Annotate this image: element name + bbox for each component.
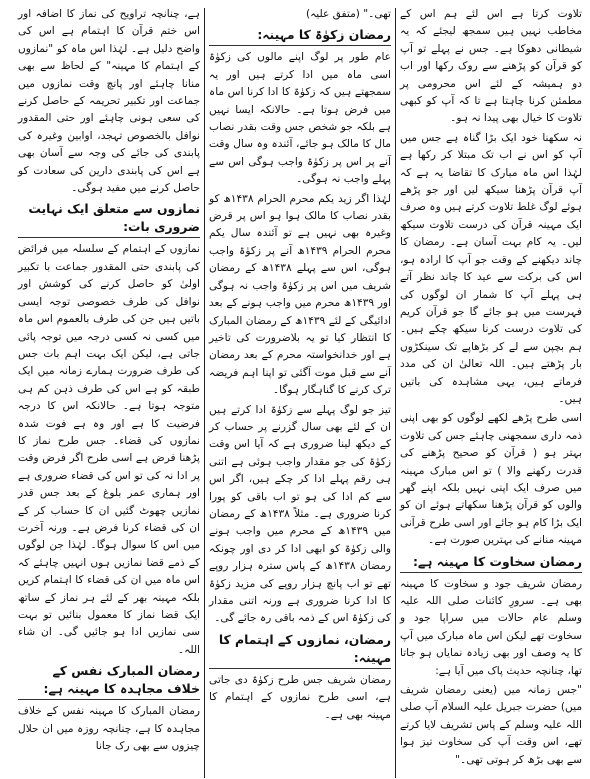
column-divider bbox=[204, 8, 205, 778]
paragraph: تلاوت کرتا ہے اس لئے ہم اس کے مخاطب نہیں ہیں سمجھ لیجئے کہ یہ شیطانی دھوکا ہے۔ جس نے پہلے تو آپ کو قرآن کو پڑھنے سے روک رکھا اور اب دو ہمیشہ کے لئے اس محرومی پر مطمئن کرنا چاہتا ہے تا کہ آپ کو کبھی تلاوت کا خیال بھی پیدا نہ ہو۔ bbox=[400, 8, 582, 125]
paragraph: تیز جو لوگ پہلے سے زکوٰۃ ادا کرتے ہیں ان کے لئے بھی سال گزرنے پر حساب کر کے دیکھ لینا ضروری ہے کہ آیا اس وقت زکوٰۃ کی جو مقدار واجب ہوئی ہے اتنی ہی رقم پہلے ادا کر چکے ہیں، اگر اس سے کم ادا کی ہو تو اب باقی کو پورا کرنا ضروری ہے۔ مثلاً ۱۴۳۸ھ کے رمضان میں ۱۴۳۹ھ کے محرم میں واجب ہونے والی زکوٰۃ کو ابھی ادا کر دی اور چونکہ رمضان ۱۴۳۸ھ کے پاس سترہ ہزار روپے تھے تو اب پانچ ہزار روپے کی مزید زکوٰۃ کا ادا کرنا ضروری ہے ورنہ اتنی مقدار کی زکوٰۃ اس کے ذمہ باقی رہ جائے گی۔ bbox=[209, 403, 391, 625]
paragraph: عام طور پر لوگ اپنے مالوں کی زکوٰۃ اسی ماہ میں ادا کرتے ہیں اور یہ سمجھتے ہیں کہ زکوٰۃ کا ادا کرنا اس ماہ میں فرض ہوتا ہے۔ حالانکہ ایسا نہیں ہے بلکہ جو شخص جس وقت بقدر نصاب مال کا مالک ہو جائے، آئندہ وہ سال وقت آنے پر اس پر زکوٰۃ واجب ہوگی اس سے پہلے واجب نہ ہوگی۔ bbox=[209, 51, 391, 186]
section-heading: نمازوں سے متعلق ایک نہایت ضروری بات: bbox=[18, 200, 200, 238]
paragraph: رمضان المبارک کا مہینہ نفس کے خلاف مجاہدہ کا ہے، چنانچہ روزہ میں ان حلال چیزوں سے بھی رک جانا bbox=[18, 705, 200, 753]
column-divider bbox=[395, 8, 396, 778]
column-right bbox=[396, 6, 586, 778]
paragraph: رمضان شریف جس طرح زکوٰۃ دی جاتی ہے، اسی طرح نمازوں کے اہتمام کا مہینہ بھی ہے۔ bbox=[209, 673, 391, 721]
section-heading: رمضان زکوٰۃ کا مہینہ: bbox=[209, 26, 391, 46]
column-left bbox=[14, 6, 204, 778]
paragraph: رمضان شریف جود و سخاوت کا مہینہ بھی ہے۔ سرورِ کائنات صلی اللہ علیہ وسلم عام حالات میں سراپا جود و سخاوت تھے لیکن اس ماہ مبارک میں آپ کا یہ وصف اور بھی زیادہ نمایاں ہو جاتا تھا، چنانچہ حدیث پاک میں آیا ہے: bbox=[400, 577, 582, 677]
paragraph: "جس زمانہ میں (یعنی رمضان شریف میں) حضرت جبریل علیہ السلام آپ صلی اللہ علیہ وسلم کے پاس تشریف لایا کرتے تھے، اس وقت آپ کی سخاوت تیز ہوا سے بھی بڑھ کر ہوتی تھی۔" bbox=[400, 684, 582, 766]
paragraph: لہٰذا اگر زید یکم محرم الحرام ۱۴۳۸ھ کو بقدر نصاب کا مالک ہوا ہو اس پر قرض وغیرہ بھی نہیں ہے تو آئندہ سال یکم محرم الحرام ۱۴۳۹ھ آنے پر زکوٰۃ واجب ہوگی، اس سے پہلے ۱۴۳۸ھ کے رمضان شریف میں اس پر زکوٰۃ واجب نہ ہوگی اور ۱۴۳۹ھ محرم میں واجب ہونے کے بعد ادائیگی کے لئے ۱۴۳۹ھ کے رمضان المبارک کا انتظار کیا تو یہ بلاضرورت کی تاخیر ہے اور خدانخواستہ محرم کے بعد رمضان آنے سے قبل موت آگئی تو اپنا اہم فریضہ ترک کرنے کا گناہگار ہوگا۔ bbox=[209, 192, 391, 397]
paragraph: نمازوں کے اہتمام کے سلسلہ میں فرائض کی پابندی حتی المقدور جماعت با تکبیر اولیٰ کو حاصل کرنے کی کوشش اور نوافل کی طرف خصوصی توجہ ایسی باتیں ہیں جن کی طرف بالعموم اس ماہ میں کسی نہ کسی درجہ میں توجہ پائی جاتی ہے، لیکن ایک بہت اہم بات جس کی طرف ضرورت ہمارے زمانہ میں ایک طبقہ کو ہے اس کی طرف ذہن کم ہی متوجہ ہوتا ہے۔ حالانکہ اس کا درجہ فرضیت کا ہے اور وہ ہے فوت شدہ نمازوں کی قضاء۔ جس طرح نماز کا پڑھنا فرض ہے اسی طرح اگر فرض وقت پر ادا نہ کی تو اس کی قضاء ضروری ہے اور ہماری عمر بلوغ کے بعد جس قدر نمازیں چھوٹ گئیں ان کا حساب کر کے ان کی قضاء کرنا فرض ہے۔ ورنہ آخرت میں اس کا سوال ہوگا۔ لہٰذا جن لوگوں کے ذمے قضا نمازیں ہوں انہیں چاہئے کہ اس ماہ میں ان کی قضاء کا اہتمام کریں بلکہ مہینہ بھر کے لئے ہر نماز کے ساتھ ایک قضا نماز کا معمول بنائیں تو بہت سی نمازیں ادا ہو جائیں گی۔ ان شاء اللہ۔ bbox=[18, 243, 200, 656]
section-heading: رمضان المبارک نفس کے خلاف مجاہدہ کا مہینہ ہے: bbox=[18, 662, 200, 700]
paragraph: ہے، چنانچہ تراویح کی نماز کا اضافہ اور اس ختم قرآن کا اہتمام ہے اس کی واضح دلیل ہے۔ لہٰذا اس ماہ کو "نمازوں کے اہتمام کا مہینہ" کے لحاظ سے بھی منانا چاہئے اور پانچ وقت نمازوں میں جماعت اور تکبیر تحریمہ کے حاصل کرنے کی سعی ہونی چاہئے اور حتی المقدور نوافل بالخصوص تہجد، اوابین وغیرہ کی پابندی کی جائے کی وجہ سے آسان بھی ہے اس کی پابندی دارین کی سعادت کو حاصل کرنے میں مفید ہوگی۔ bbox=[18, 8, 200, 195]
section-heading: رمضان سخاوت کا مہینہ ہے: bbox=[400, 553, 582, 573]
paragraph: تھی۔" (متفق علیہ) bbox=[305, 8, 391, 20]
paragraph: نہ سکھنا خود ایک بڑا گناہ ہے جس میں آپ کو اس نے اب تک مبتلا کر رکھا ہے لہٰذا اس ماہ مبارک کا تقاضا یہ ہے کہ آپ قرآن پڑھنا سیکھ لیں اور جو پڑھے ہوئے لوگ غلط تلاوت کرتے ہیں وہ صرف ایک مہینہ قرآن کی درست تلاوت سیکھ لیں۔ یہ کام بہت آسان ہے۔ رمضان کا چاند دیکھنے کے وقت جو آپ کا ارادہ ہو، اس کی برکت سے عید کا چاند نظر آتے ہی پہلے آپ کا شمار ان لوگوں کی فہرست میں ہو جائے گا جو قرآن کریم کی تلاوت درست کرنا سیکھ چکے ہیں۔ ہم بچپن سے لے کر بڑھاپے تک سینکڑوں بار پڑھتے ہیں۔ اللہ تعالیٰ ان کی مدد فرماتے ہیں، یہی مشاہدہ کی باتیں ہیں۔ bbox=[400, 131, 582, 405]
section-heading: رمضان، نمازوں کے اہتمام کا مہینہ: bbox=[209, 631, 391, 669]
paragraph: اسی طرح پڑھے لکھے لوگوں کو بھی اپنی ذمہ داری سمجھنی چاہئے جس کی تلاوت بہتر ہو ( قرآن کو صحیح پڑھنے کی قدرت رکھنے والا ) تو اس مبارک مہینہ میں صرف ایک اپنی نہیں بلکہ اپنے گھر والوں کو قرآن پڑھنا سکھاتے ہوئے ان کو ایک بڑا کام ہو جائے اور اسی طرح قرآنی مہینہ منانے کی بہترین صورت ہے۔ bbox=[400, 412, 582, 547]
column-middle bbox=[205, 6, 395, 778]
